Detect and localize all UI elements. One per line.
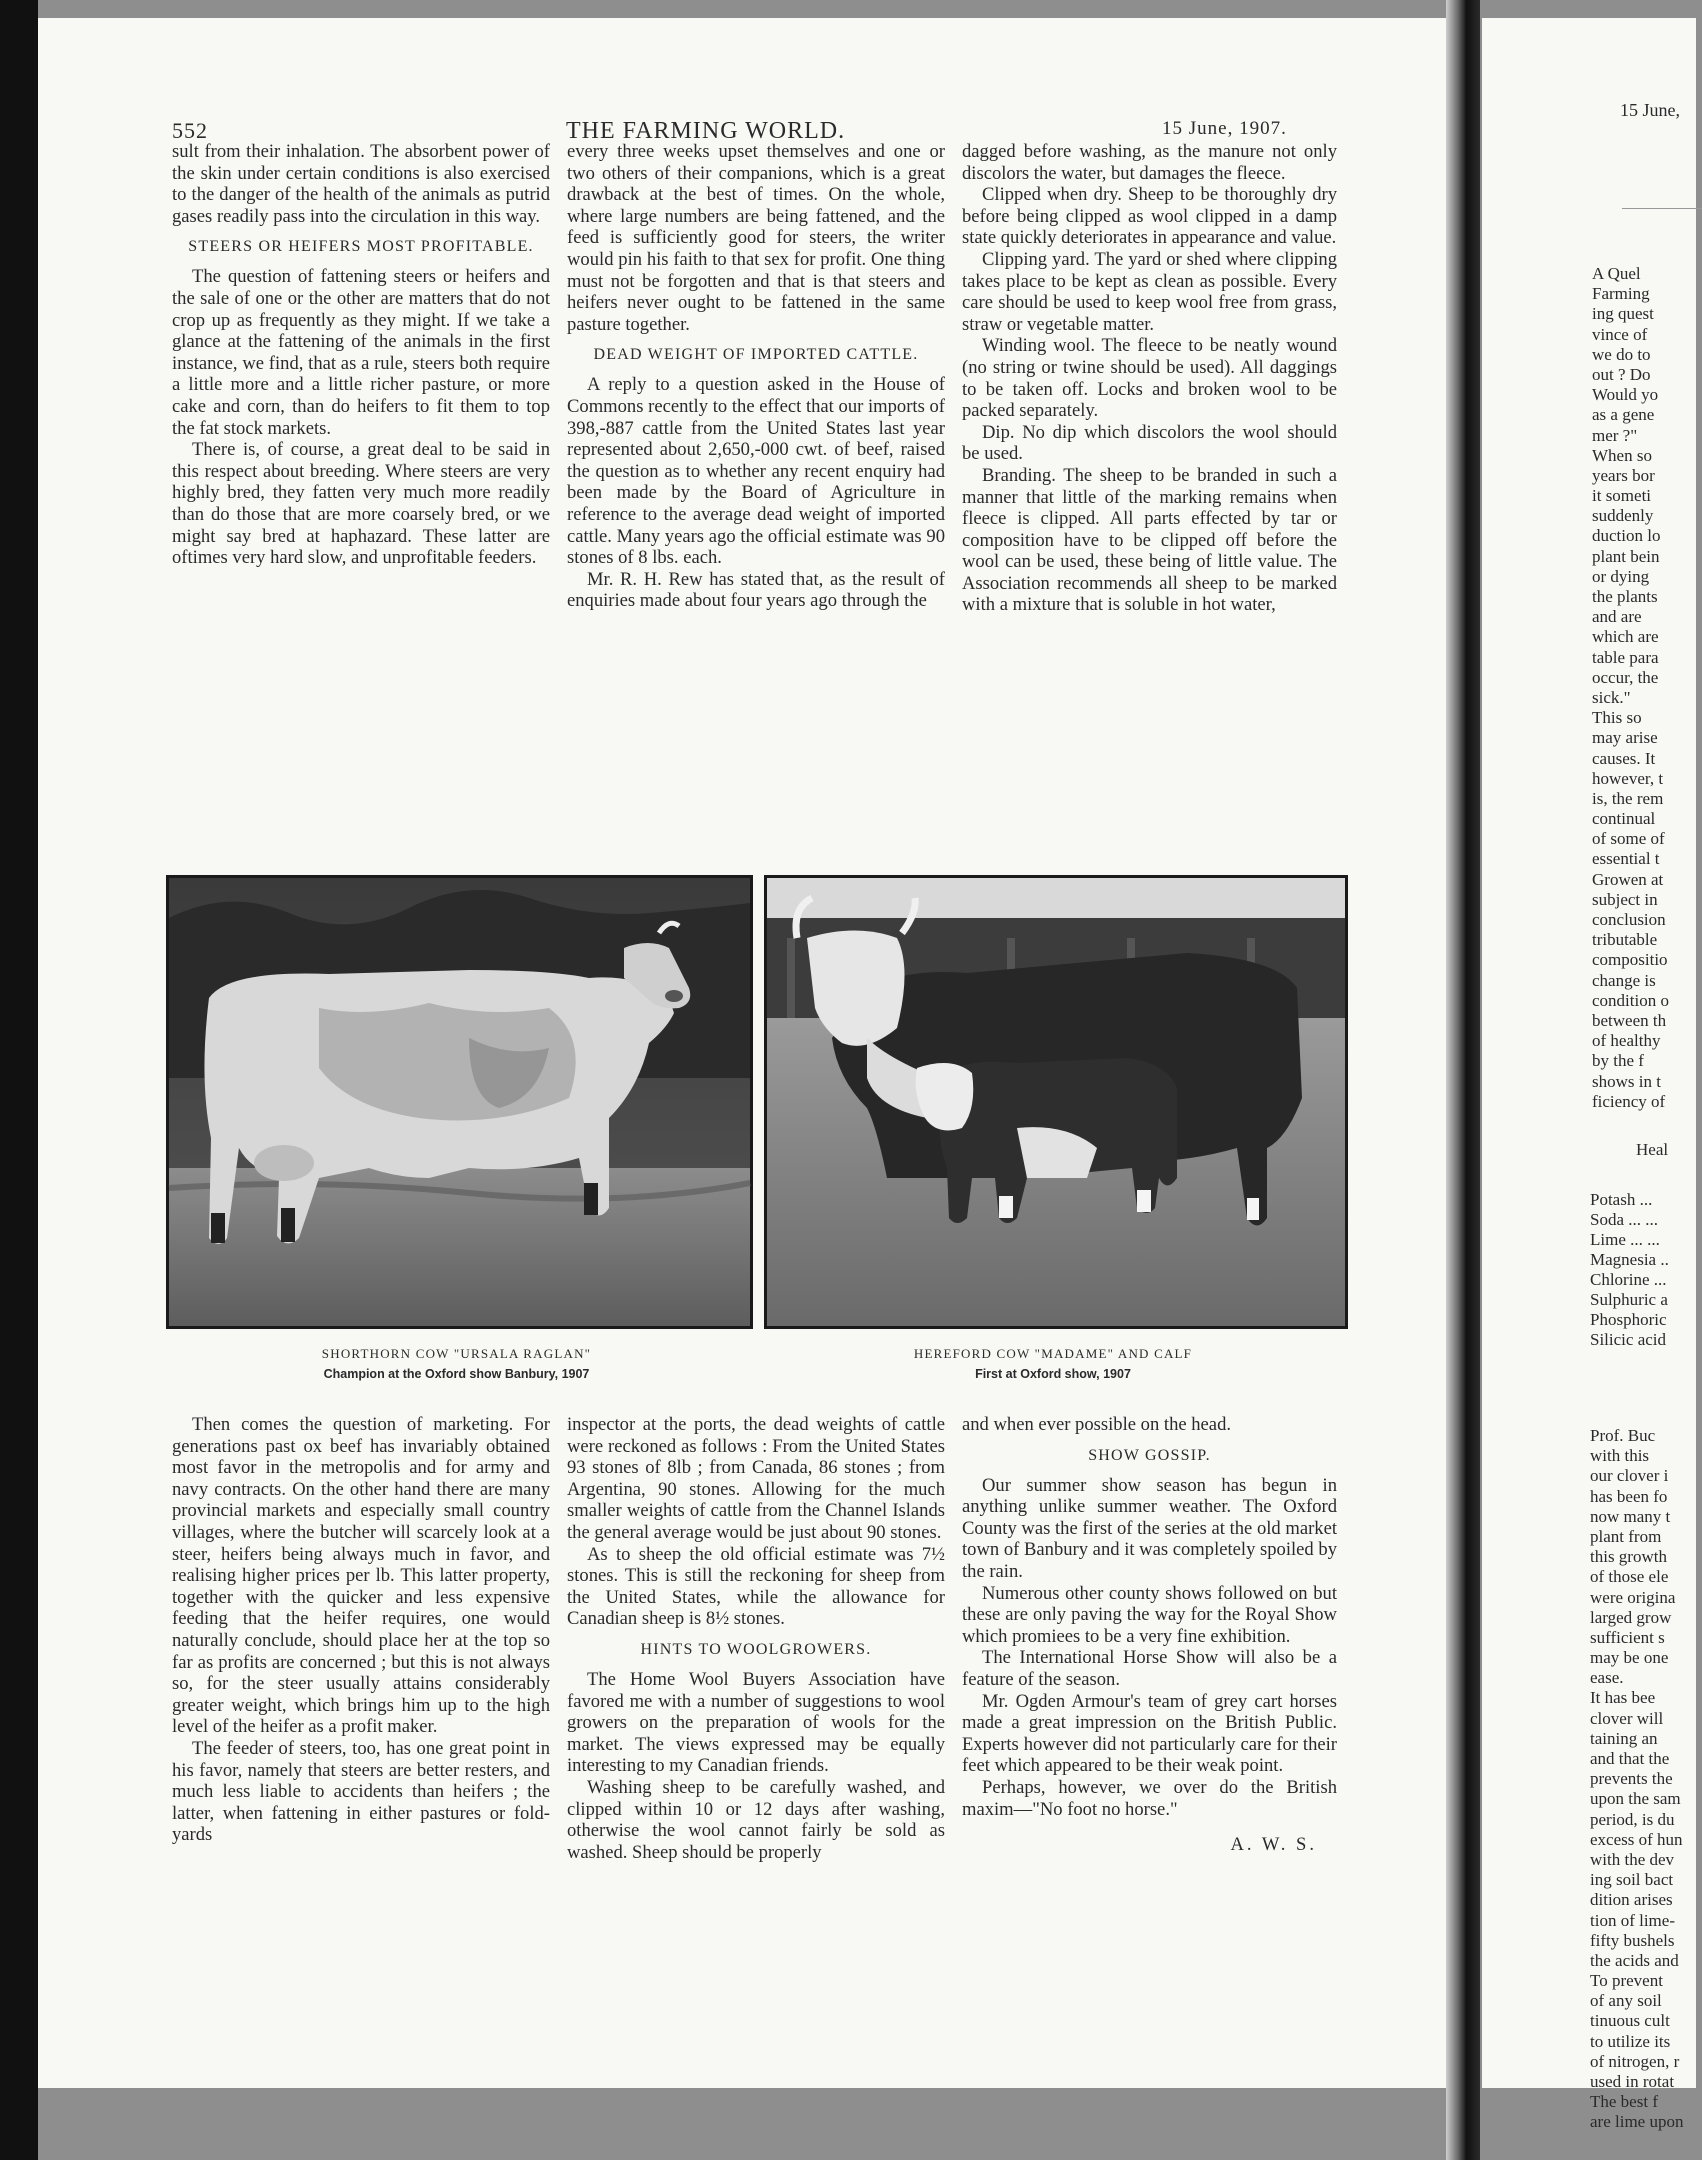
text-line: our clover i — [1590, 1466, 1669, 1486]
paragraph: Dip. No dip which discolors the wool should be used. — [962, 421, 1337, 465]
text-line: fifty bushels — [1590, 1930, 1675, 1950]
paragraph: and when ever possible on the head. — [962, 1414, 1232, 1435]
column-1-bottom — [172, 1414, 550, 1846]
text-line: of those ele — [1590, 1567, 1669, 1587]
paragraph: A reply to a question asked in the House of Commons recently to the effect that our imports of 398,-887 cattle from the United States last year represented about 2,650,-000 cwt. of beef, raised the question as to whether any recent enquiry had been made by the Board of Agriculture in reference to the average dead weight of imported cattle. Many years ago the official estimate was 90 stones of 8 lbs. each. — [567, 374, 945, 569]
right-page-header: 15 June, — [1620, 100, 1680, 120]
hereford-cow-photo — [764, 875, 1348, 1329]
paragraph: Clipped when dry. Sheep to be thoroughly dry before being clipped as wool clipped in a damp state quickly deteriorates in appearance and value. — [962, 184, 1337, 249]
text-line: It has bee — [1590, 1688, 1656, 1708]
text-line: Soda ... ... — [1590, 1210, 1658, 1229]
text-line: larged grow — [1590, 1607, 1672, 1627]
text-line: plant bein — [1592, 546, 1660, 566]
text-line: it someti — [1592, 486, 1652, 506]
text-line: ease. — [1590, 1668, 1624, 1688]
text-line: excess of hun — [1590, 1829, 1683, 1849]
text-line: vince of — [1592, 324, 1648, 344]
page-date: 15 June, 1907. — [1162, 118, 1287, 139]
text-line: Potash ... — [1590, 1190, 1653, 1209]
paragraph: inspector at the ports, the dead weights of cattle were reckoned as follows : From the United States 93 stones of 8lb ; from Canada, 86 stones ; from Argentina, 90 stones. Allowing for the much smaller weights of cattle from the Channel Islands the general average would be just about 90 stones. — [567, 1414, 945, 1543]
paragraph: Our summer show season has begun in anything unlike summer weather. The Oxford County was the first of the series at the old market town of Banbury and it was completely spoiled by the rain. — [962, 1474, 1337, 1582]
text-line: ing soil bact — [1590, 1870, 1674, 1890]
text-line: compositio — [1592, 950, 1668, 970]
paragraph: The International Horse Show will also be a feature of the season. — [962, 1647, 1337, 1690]
text-line: as a gene — [1592, 405, 1655, 425]
caption-title: HEREFORD COW "MADAME" AND CALF — [913, 1346, 1193, 1361]
text-line: sick." — [1592, 687, 1631, 707]
text-line: tion of lime- — [1590, 1910, 1675, 1930]
paragraph: The question of fattening steers or heifers and the sale of one or the other are matters that do not crop up as frequently as they might. If we take a glance at the fattening of the animals in the first instance, we find, that as a rule, steers both require a little more and a little richer pasture, or more cake and corn, than do heifers to fit them to top the fat stock markets. — [172, 266, 550, 439]
text-line: suddenly — [1592, 506, 1654, 526]
text-line: tributable — [1592, 930, 1658, 950]
text-line: When so — [1592, 445, 1652, 465]
paragraph: Clipping yard. The yard or shed where clipping takes place to be kept as clean as possible. Every care should be used to keep wool free from grass, straw or vegetable matter. — [962, 248, 1337, 335]
text-line: sufficient s — [1590, 1627, 1665, 1647]
section-heading: SHOW GOSSIP. — [1088, 1446, 1211, 1464]
text-line: prevents the — [1590, 1769, 1673, 1789]
text-line: upon the sam — [1590, 1789, 1681, 1809]
text-line: Lime ... ... — [1590, 1230, 1660, 1249]
left-page — [38, 18, 1476, 2088]
text-line: dition arises — [1590, 1890, 1673, 1910]
text-line: may be one — [1590, 1648, 1669, 1668]
book-gutter — [1446, 0, 1480, 2160]
text-line: duction lo — [1592, 526, 1661, 546]
text-line: by the f — [1592, 1051, 1644, 1071]
text-line: the plants — [1592, 587, 1658, 606]
text-line: Prof. Buc — [1590, 1426, 1656, 1445]
text-line: change is — [1592, 970, 1656, 990]
text-line: tinuous cult — [1590, 2011, 1670, 2031]
column-1-top — [172, 141, 550, 569]
text-line: has been fo — [1590, 1486, 1668, 1506]
paragraph: every three weeks upset themselves and one or two others of their companions, which is a great drawback at the best of times. On the whole, where large numbers are being fattened, and the feed is sufficiently good for steers, the writer would pin his faith to that sex for profit. One thing must not be forgotten and that is that steers and heifers never ought to be fattened in the same pasture together. — [567, 141, 945, 335]
text-line: shows in t — [1592, 1071, 1661, 1091]
table-heading: Heal — [1636, 1140, 1669, 1159]
column-2-top — [567, 141, 945, 612]
right-page-column-top — [1592, 264, 1669, 1112]
text-line: Chlorine ... — [1590, 1270, 1667, 1289]
text-line: occur, the — [1592, 667, 1659, 687]
scan-edge-left — [0, 0, 38, 2160]
right-page-column-bottom — [1590, 1426, 1683, 2133]
column-3-top — [962, 141, 1337, 616]
text-line: of healthy — [1592, 1031, 1661, 1051]
paragraph: Mr. Ogden Armour's team of grey cart horses made a great impression on the British Public. Experts however did not particularly care for their feet which appeared to be their weak point. — [962, 1690, 1337, 1777]
paragraph: Washing sheep to be carefully washed, and clipped within 10 or 12 days after washing, otherwise the wool cannot fairly be sold as washed. Sheep should be properly — [567, 1776, 945, 1863]
shorthorn-cow-image — [169, 878, 750, 1326]
page-title: THE FARMING WORLD. — [566, 118, 846, 144]
right-page — [1482, 18, 1696, 2132]
page-number: 552 — [172, 118, 208, 143]
text-line: ficiency of — [1592, 1091, 1666, 1111]
text-line: period, is du — [1590, 1809, 1675, 1829]
text-line: the acids and — [1590, 1950, 1679, 1970]
paragraph: Numerous other county shows followed on but these are only paving the way for the Royal Show which promiees to be a very fine exhibition. — [962, 1582, 1337, 1647]
text-line: now many t — [1590, 1506, 1671, 1526]
section-heading: DEAD WEIGHT OF IMPORTED CATTLE. — [593, 346, 919, 364]
text-line: were origina — [1590, 1587, 1676, 1607]
text-line: mer ?" — [1592, 425, 1638, 445]
text-line: we do to — [1592, 344, 1651, 364]
section-heading: STEERS OR HEIFERS MOST PROFITABLE. — [188, 238, 534, 256]
paragraph: Perhaps, however, we over do the British maxim—"No foot no horse." — [962, 1776, 1337, 1820]
text-line: Phosphoric — [1590, 1310, 1667, 1329]
photo-caption-right — [764, 1344, 1342, 1384]
author-signature: A. W. S. — [1230, 1834, 1317, 1856]
text-line: Magnesia .. — [1590, 1250, 1669, 1269]
text-line: and that the — [1590, 1749, 1670, 1768]
right-page-table — [1590, 1190, 1669, 1350]
text-line: The best f — [1590, 2092, 1658, 2112]
text-line: To prevent — [1590, 1971, 1663, 1991]
text-line: to utilize its — [1590, 2031, 1671, 2051]
column-3-bottom — [962, 1414, 1337, 1856]
text-line: taining an — [1590, 1728, 1658, 1748]
text-line: plant from — [1590, 1526, 1662, 1546]
paragraph: dagged before washing, as the manure not only discolors the water, but damages the fleece. — [962, 141, 1337, 184]
caption-subtitle: First at Oxford show, 1907 — [975, 1367, 1131, 1381]
column-2-bottom — [567, 1414, 945, 1863]
text-line: condition o — [1592, 990, 1669, 1010]
text-line: Silicic acid — [1590, 1330, 1667, 1349]
text-line: conclusion — [1592, 910, 1666, 929]
text-line: with the dev — [1590, 1849, 1675, 1869]
text-line: however, t — [1592, 768, 1664, 788]
paragraph: Branding. The sheep to be branded in such a manner that little of the marking remains when fleece is clipped. All parts effected by tar or composition have to be clipped off before the wool can be used, these being of little value. The Association recommends all sheep to be marked with a mixture that is soluble in hot water, — [962, 464, 1337, 616]
paragraph: The feeder of steers, too, has one great point in his favor, namely that steers are better resters, and much less liable to accidents than heifers ; the latter, when fattening in either pastures or fold-yards — [172, 1737, 550, 1846]
text-line: causes. It — [1592, 748, 1656, 768]
caption-subtitle: Champion at the Oxford show Banbury, 1907 — [323, 1367, 590, 1381]
text-line: out ? Do — [1592, 364, 1651, 384]
section-heading: HINTS TO WOOLGROWERS. — [640, 1640, 872, 1658]
text-line: Sulphuric a — [1590, 1290, 1668, 1309]
text-line: of any soil — [1590, 1991, 1662, 2011]
text-line: may arise — [1592, 728, 1658, 748]
text-line: A Quel — [1592, 264, 1641, 283]
paragraph: sult from their inhalation. The absorbent power of the skin under certain conditions is also exercised to the danger of the health of the animals as putrid gases readily pass into the circulation in this way. — [172, 141, 550, 227]
text-line: and are — [1592, 607, 1642, 627]
caption-title: SHORTHORN COW "URSALA RAGLAN" — [321, 1346, 592, 1361]
text-line: clover will — [1590, 1708, 1664, 1728]
paragraph: Winding wool. The fleece to be neatly wound (no string or twine should be used). All daggings to be taken off. Locks and broken wool to be packed separately. — [962, 335, 1337, 422]
text-line: of nitrogen, r — [1590, 2051, 1680, 2071]
paragraph: Then comes the question of marketing. For generations past ox beef has invariably obtained most favor in the metropolis and for army and navy contracts. On the other hand there are many provincial markets and especially small country villages, where the butcher will scarcely look at a steer, heifers being always much in favor, and realising higher prices per lb. This latter property, together with the quicker and less expensive feeding that the heifer requires, one would naturally conclude, should place her at the top so far as profits are concerned ; but this is not always so, for the steer usually attains considerably greater weight, which brings him up to the high level of the heifer as a profit maker. — [172, 1414, 550, 1738]
text-line: is, the rem — [1592, 788, 1664, 808]
photo-caption-left — [166, 1344, 747, 1384]
text-line: of some of — [1592, 829, 1665, 849]
text-line: or dying — [1592, 566, 1650, 586]
paragraph: As to sheep the old official estimate was 7½ stones. This is still the reckoning for sheep from the United States, while the allowance for Canadian sheep is 8½ stones. — [567, 1543, 945, 1630]
text-line: ing quest — [1592, 304, 1654, 324]
rule — [1622, 208, 1702, 209]
text-line: with this — [1590, 1446, 1650, 1466]
text-line: This so — [1592, 708, 1642, 728]
text-line: between th — [1592, 1010, 1667, 1030]
text-line: which are — [1592, 627, 1659, 647]
text-line: essential t — [1592, 849, 1660, 869]
paragraph: The Home Wool Buyers Association have favored me with a number of suggestions to wool growers on the preparation of wools for the market. The views expressed may be equally interesting to my Canadian friends. — [567, 1668, 945, 1777]
shorthorn-cow-photo — [166, 875, 753, 1329]
text-line: years bor — [1592, 465, 1655, 485]
text-line: subject in — [1592, 889, 1658, 909]
text-line: this growth — [1590, 1547, 1667, 1567]
text-line: Would yo — [1592, 385, 1659, 405]
paragraph: There is, of course, a great deal to be said in this respect about breeding. Where steers are very highly bred, they fatten very much more readily than do those that are more coarsely bred, or we might say bred at haphazard. These latter are oftimes very hard slow, and unprofitable feeders. — [172, 439, 550, 569]
text-line: table para — [1592, 647, 1659, 667]
text-line: Growen at — [1592, 869, 1664, 889]
paragraph: Mr. R. H. Rew has stated that, as the result of enquiries made about four years ago through the — [567, 568, 945, 612]
text-line: used in rotat — [1590, 2072, 1675, 2091]
hereford-cow-and-calf-image — [767, 878, 1345, 1326]
text-line: are lime upon — [1590, 2112, 1684, 2132]
text-line: continual — [1592, 809, 1656, 829]
text-line: Farming — [1592, 284, 1650, 304]
